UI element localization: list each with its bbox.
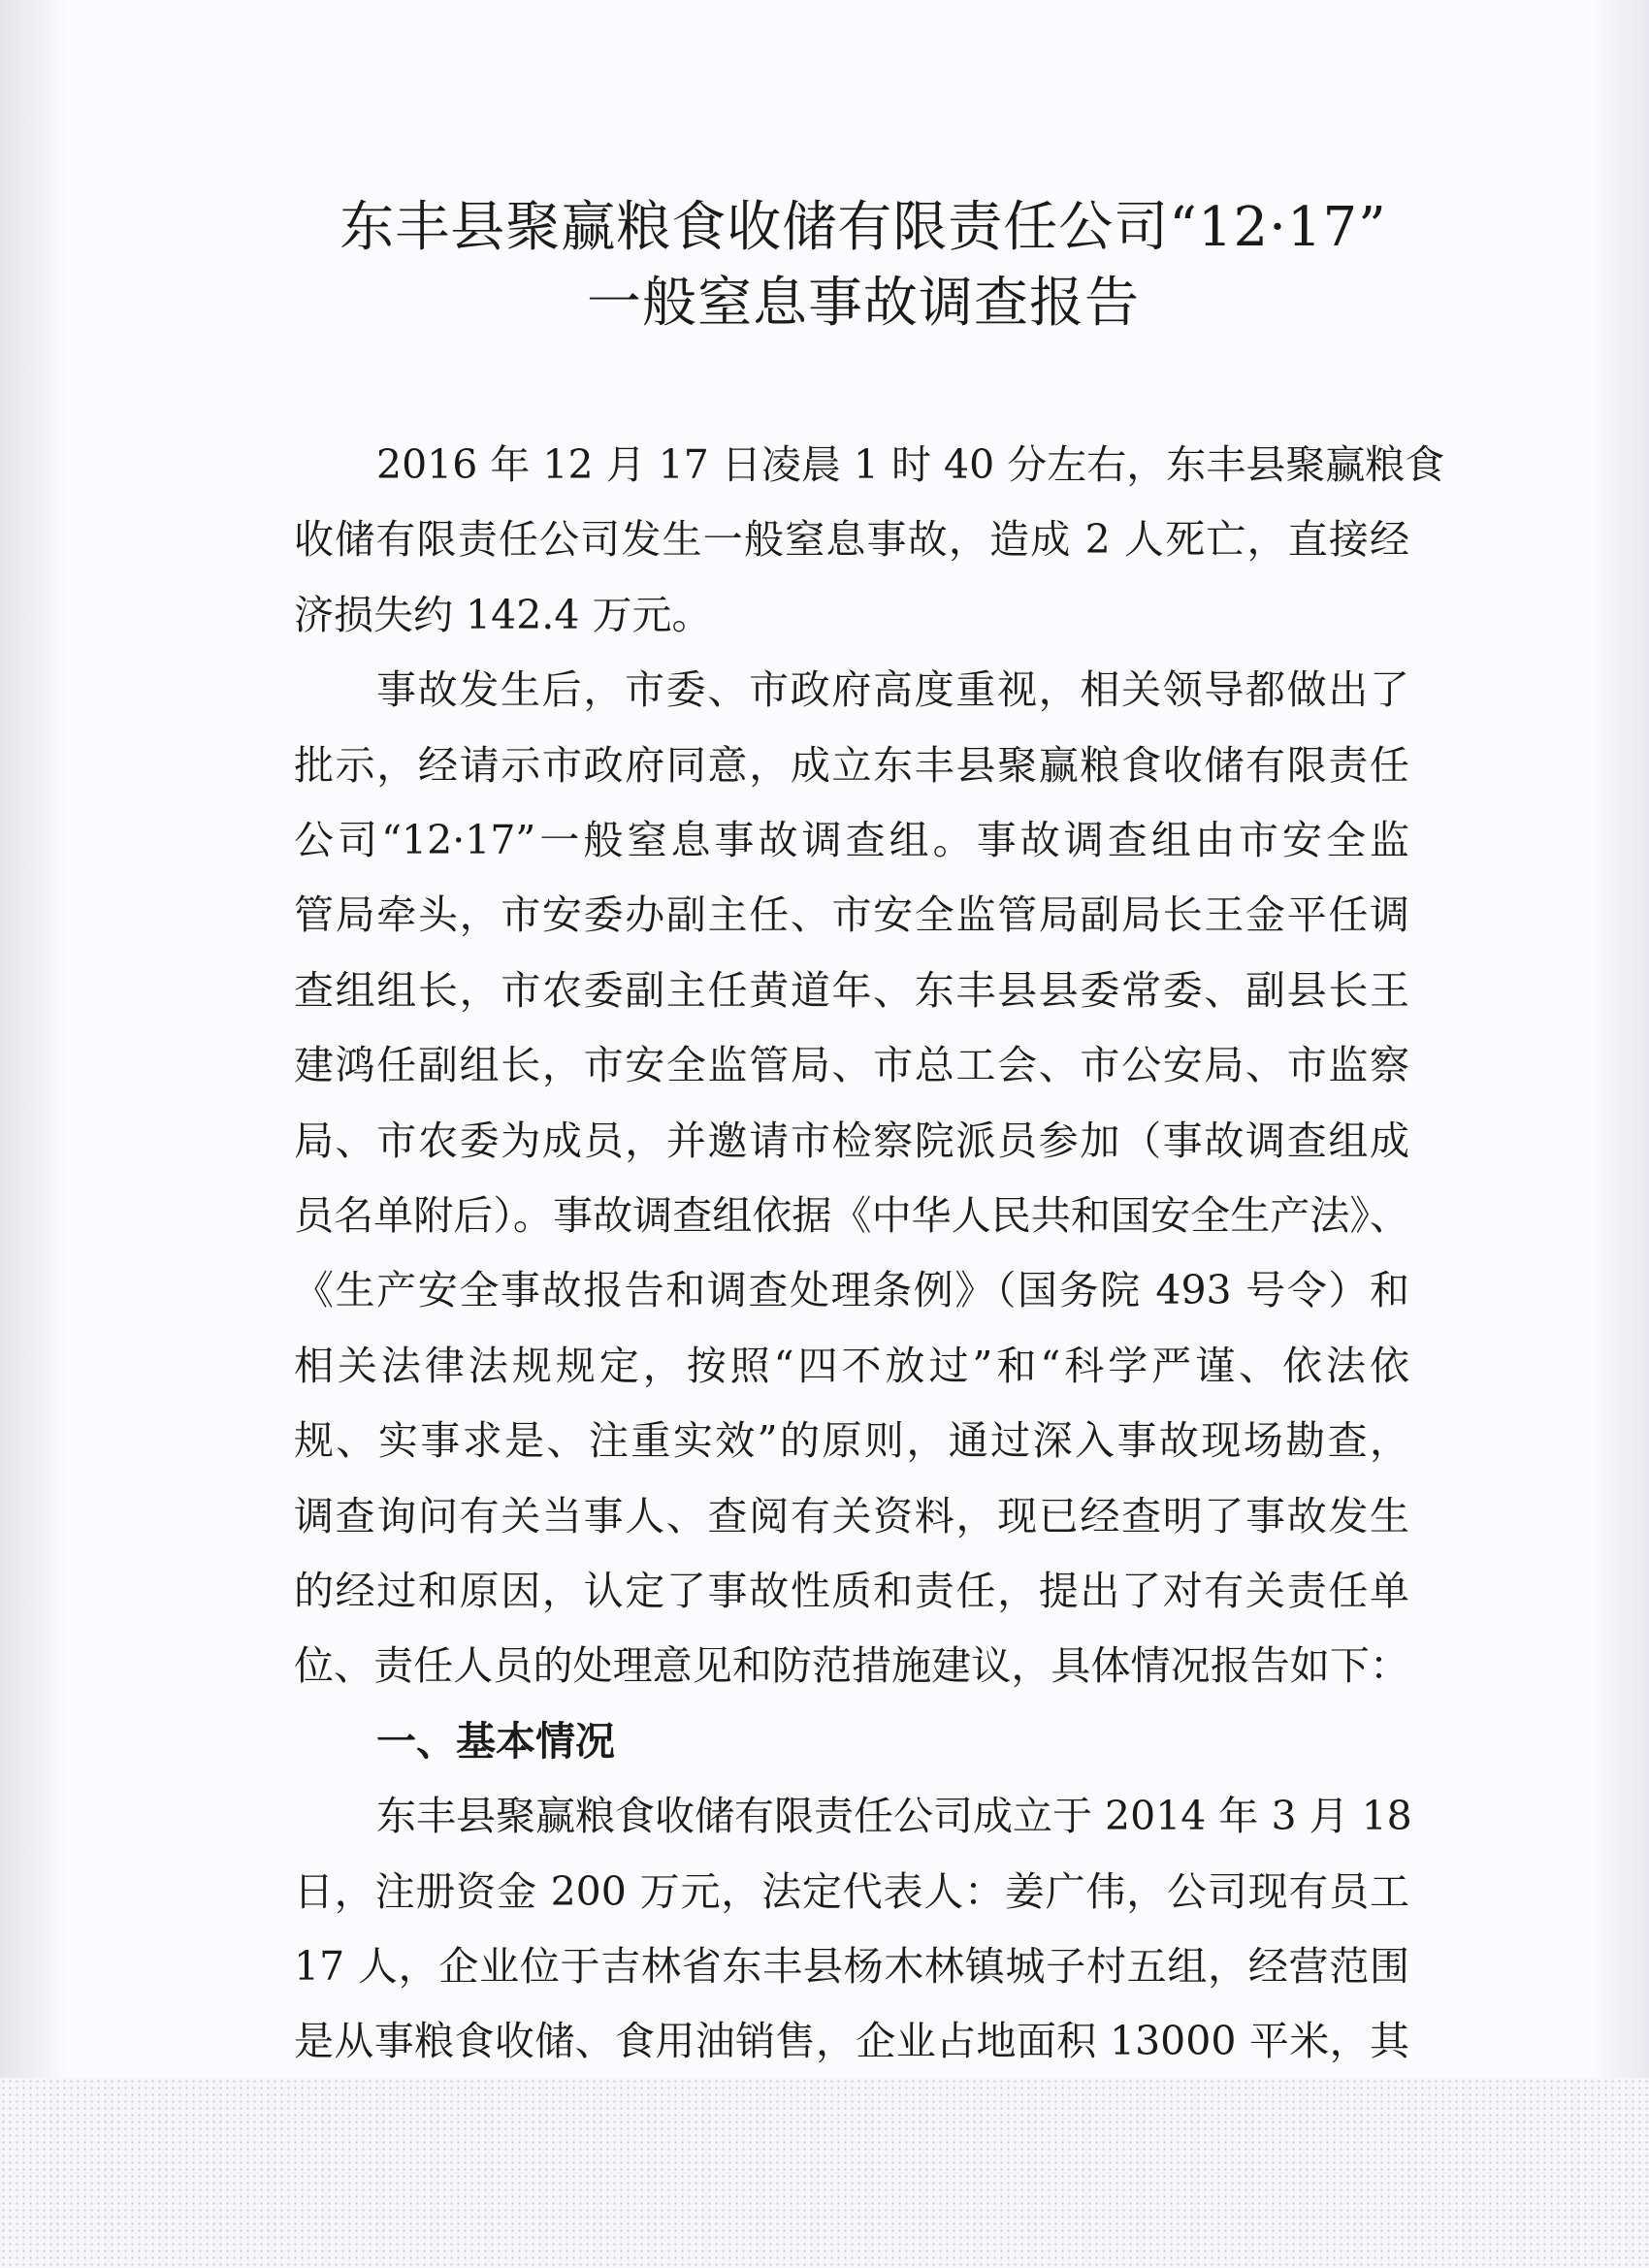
paragraph-line: 是从事粮食收储、食用油销售，企业占地面积 13000 平米，其 xyxy=(294,2018,1409,2065)
paragraph-line: 相关法律法规规定，按照“四不放过”和“科学严谨、依法依 xyxy=(294,1342,1409,1389)
report-title-line-1: 东丰县聚赢粮食收储有限责任公司“12·17” xyxy=(340,196,1387,259)
paragraph-line: 调查询问有关当事人、查阅有关资料，现已经查明了事故发生 xyxy=(294,1492,1409,1539)
paragraph-line: 查组组长，市农委副主任黄道年、东丰县县委常委、副县长王 xyxy=(294,966,1409,1014)
paragraph-line: 济损失约 142.4 万元。 xyxy=(294,591,712,638)
paragraph-line: 2016 年 12 月 17 日凌晨 1 时 40 分左右，东丰县聚赢粮食 xyxy=(376,441,1445,488)
paragraph-line: 《生产安全事故报告和调查处理条例》（国务院 493 号令）和 xyxy=(294,1267,1409,1314)
scan-shadow-left xyxy=(0,0,68,2268)
paragraph-line: 事故发生后，市委、市政府高度重视，相关领导都做出了 xyxy=(376,666,1409,714)
paragraph-line: 日，注册资金 200 万元，法定代表人：姜广伟，公司现有员工 xyxy=(294,1867,1409,1915)
scan-shadow-right xyxy=(1591,0,1649,2268)
section-heading: 一、基本情况 xyxy=(376,1717,615,1765)
paragraph-line: 收储有限责任公司发生一般窒息事故，造成 2 人死亡，直接经 xyxy=(294,516,1409,564)
paragraph-line: 管局牵头，市安委办副主任、市安全监管局副局长王金平任调 xyxy=(294,891,1409,939)
paragraph-line: 17 人，企业位于吉林省东丰县杨木林镇城子村五组，经营范围 xyxy=(294,1943,1409,1990)
paragraph-line: 东丰县聚赢粮食收储有限责任公司成立于 2014 年 3 月 18 xyxy=(376,1793,1412,1840)
paragraph-line: 员名单附后）。事故调查组依据《中华人民共和国安全生产法》、 xyxy=(294,1192,1409,1239)
paragraph-line: 公司“12·17”一般窒息事故调查组。事故调查组由市安全监 xyxy=(294,817,1409,863)
report-title-line-2: 一般窒息事故调查报告 xyxy=(587,272,1140,335)
paragraph-line: 建鸿任副组长，市安全监管局、市总工会、市公安局、市监察 xyxy=(294,1042,1409,1089)
paragraph-line: 批示，经请示市政府同意，成立东丰县聚赢粮食收储有限责任 xyxy=(294,741,1409,789)
paragraph-line: 位、责任人员的处理意见和防范措施建议，具体情况报告如下： xyxy=(294,1642,1409,1690)
paragraph-line: 规、实事求是、注重实效”的原则，通过深入事故现场勘查， xyxy=(294,1417,1409,1465)
paragraph-line: 的经过和原因，认定了事故性质和责任，提出了对有关责任单 xyxy=(294,1568,1409,1614)
scan-border-pattern xyxy=(0,2078,1649,2268)
paragraph-line: 局、市农委为成员，并邀请市检察院派员参加（事故调查组成 xyxy=(294,1117,1409,1164)
